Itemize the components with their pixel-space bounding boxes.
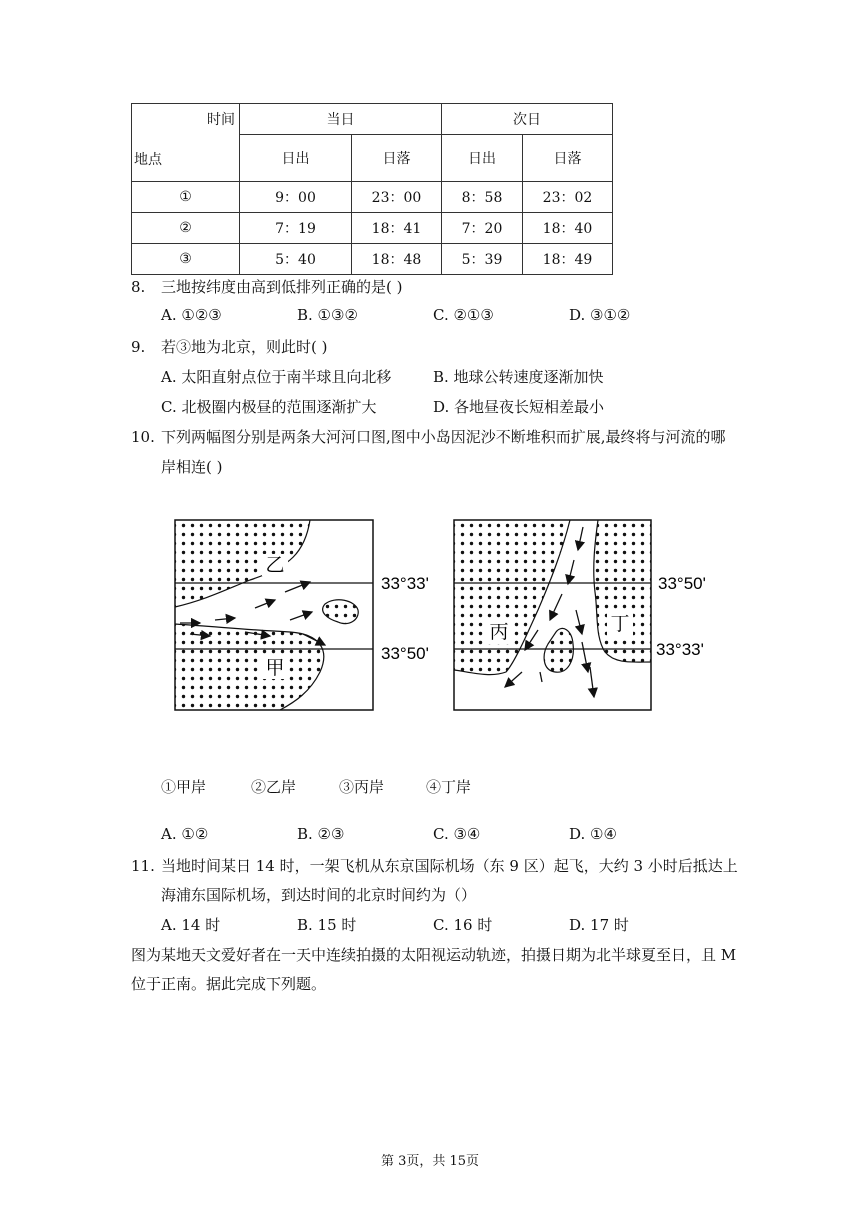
label-ding: 丁 — [610, 613, 630, 635]
place-cell: ③ — [132, 244, 240, 275]
header-time: 时间 — [207, 111, 235, 128]
question-text: 三地按纬度由高到低排列正确的是( ) — [161, 278, 403, 296]
option-c: C. 16 时 — [433, 916, 493, 934]
label-jia: 甲 — [265, 657, 285, 679]
question-11 — [131, 855, 738, 876]
option-a: A. 14 时 — [161, 916, 221, 934]
header-place: 地点 — [134, 151, 162, 168]
place-cell: ① — [132, 182, 240, 213]
time-cell: 8：58 — [442, 182, 523, 213]
time-cell: 18：40 — [523, 213, 613, 244]
label-yi: 乙 — [265, 554, 285, 576]
question-number: 9. — [131, 338, 146, 356]
option-d: D. ①④ — [569, 825, 617, 843]
option-b: B. 15 时 — [297, 916, 357, 934]
time-cell: 5：39 — [442, 244, 523, 275]
question-8 — [131, 276, 402, 297]
table-row — [132, 213, 613, 244]
table-diagonal-header-cell — [132, 104, 240, 182]
option-c: C. ②①③ — [433, 306, 494, 324]
option-b: B. 地球公转速度逐渐加快 — [433, 368, 604, 386]
header-sunset: 日落 — [352, 135, 442, 182]
time-cell: 23：00 — [352, 182, 442, 213]
choice-1: ①甲岸 — [161, 778, 207, 796]
question-9 — [131, 336, 327, 357]
option-d: D. 各地昼夜长短相差最小 — [433, 398, 605, 416]
sunrise-sunset-table — [131, 103, 613, 275]
table-row — [132, 182, 613, 213]
option-a: A. ①② — [161, 825, 209, 843]
question-number: 8. — [131, 278, 146, 296]
question-number: 11. — [131, 857, 155, 875]
right-bank — [594, 520, 651, 662]
right-river-map — [454, 520, 706, 710]
time-cell: 5：40 — [240, 244, 352, 275]
intro-line1: 图为某地天文爱好者在一天中连续拍摄的太阳视运动轨迹，拍摄日期为北半球夏至日，且 M — [131, 946, 737, 964]
latitude-label-bottom: 33°50' — [381, 644, 429, 663]
time-cell: 18：41 — [352, 213, 442, 244]
header-day1: 当日 — [240, 104, 442, 135]
time-cell: 18：49 — [523, 244, 613, 275]
question-text-line1: 下列两幅图分别是两条大河河口图,图中小岛因泥沙不断堆积而扩展,最终将与河流的哪 — [161, 428, 726, 446]
option-b: B. ①③② — [297, 306, 358, 324]
header-day2: 次日 — [442, 104, 613, 135]
option-c: C. 北极圈内极昼的范围逐渐扩大 — [161, 398, 377, 416]
question-text: 若③地为北京，则此时( ) — [161, 338, 328, 356]
latitude-label-bottom: 33°33' — [656, 640, 704, 659]
left-river-map — [175, 520, 429, 710]
header-sunrise: 日出 — [442, 135, 523, 182]
latitude-label-top: 33°50' — [658, 574, 706, 593]
time-cell: 7：20 — [442, 213, 523, 244]
page-footer: 第 3页，共 15页 — [380, 1154, 480, 1169]
question-10 — [131, 426, 726, 447]
option-d: D. ③①② — [569, 306, 631, 324]
label-bing: 丙 — [489, 621, 509, 643]
header-sunrise: 日出 — [240, 135, 352, 182]
question-text-line1: 当地时间某日 14 时，一架飞机从东京国际机场（东 9 区）起飞，大约 3 小时后抵达上 — [161, 857, 738, 875]
latitude-label-top: 33°33' — [381, 574, 429, 593]
intro-line2: 位于正南。据此完成下列题。 — [131, 975, 327, 993]
question-text-line2: 海浦东国际机场，到达时间的北京时间约为（） — [161, 886, 477, 904]
header-sunset: 日落 — [523, 135, 613, 182]
choice-4: ④丁岸 — [426, 778, 472, 796]
time-cell: 18：48 — [352, 244, 442, 275]
choice-2: ②乙岸 — [251, 778, 297, 796]
option-d: D. 17 时 — [569, 916, 629, 934]
question-text-line2: 岸相连( ) — [161, 458, 223, 476]
table-row — [132, 244, 613, 275]
time-cell: 7：19 — [240, 213, 352, 244]
time-cell: 9：00 — [240, 182, 352, 213]
option-b: B. ②③ — [297, 825, 345, 843]
place-cell: ② — [132, 213, 240, 244]
option-c: C. ③④ — [433, 825, 481, 843]
question-number: 10. — [131, 428, 155, 446]
option-a: A. ①②③ — [161, 306, 222, 324]
choice-3: ③丙岸 — [339, 778, 385, 796]
option-a: A. 太阳直射点位于南半球且向北移 — [161, 368, 392, 386]
time-cell: 23：02 — [523, 182, 613, 213]
river-mouth-figures — [170, 512, 730, 721]
river-mouth-maps — [170, 512, 730, 717]
